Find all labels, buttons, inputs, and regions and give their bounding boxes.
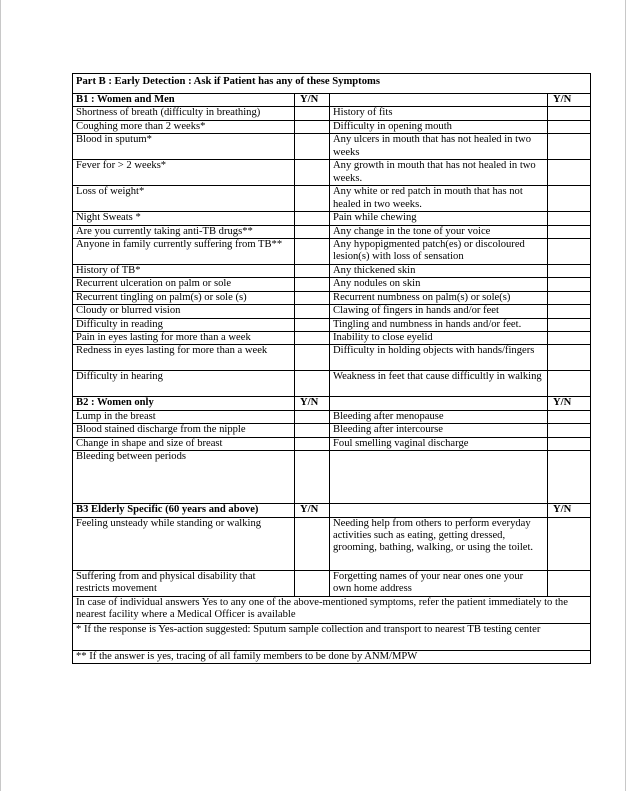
yn-answer-cell[interactable] [548,517,591,570]
yn-answer-cell[interactable] [295,278,330,291]
yn-answer-cell[interactable] [548,278,591,291]
symptom-label: Suffering from and physical disability that restricts movement [73,570,295,596]
yn-answer-cell[interactable] [295,437,330,450]
symptom-label: Recurrent tingling on palm(s) or sole (s) [73,291,295,304]
symptom-label: Pain while chewing [330,212,548,225]
symptom-label [330,451,548,504]
yn-answer-cell[interactable] [295,332,330,345]
symptom-label: Anyone in family currently suffering from TB** [73,239,295,265]
yn-answer-cell[interactable] [295,570,330,596]
yn-answer-cell[interactable] [295,517,330,570]
symptom-label: History of TB* [73,265,295,278]
yn-header: Y/N [548,504,591,517]
symptom-row [73,451,591,504]
symptom-label: Coughing more than 2 weeks* [73,120,295,133]
symptom-label: Any ulcers in mouth that has not healed in two weeks [330,134,548,160]
yn-answer-cell[interactable] [295,160,330,186]
symptom-label: Any change in the tone of your voice [330,225,548,238]
yn-answer-cell[interactable] [548,410,591,423]
symptom-row [73,517,591,570]
yn-answer-cell[interactable] [295,305,330,318]
section-heading-b1: B1 : Women and Men [73,94,295,107]
symptom-label: Pain in eyes lasting for more than a week [73,332,295,345]
symptom-label: Redness in eyes lasting for more than a week [73,345,295,371]
yn-answer-cell[interactable] [548,424,591,437]
page-edge-left [0,0,1,791]
symptom-label: Difficulty in holding objects with hands/fingers [330,345,548,371]
symptom-label: Recurrent ulceration on palm or sole [73,278,295,291]
section-header-b1 [73,94,591,107]
yn-answer-cell[interactable] [295,120,330,133]
yn-answer-cell[interactable] [295,225,330,238]
symptom-label: Blood in sputum* [73,134,295,160]
symptom-row [73,186,591,212]
symptom-label: Forgetting names of your near ones one your own home address [330,570,548,596]
symptom-label: Any nodules on skin [330,278,548,291]
yn-answer-cell[interactable] [548,437,591,450]
yn-answer-cell[interactable] [548,265,591,278]
symptom-row [73,305,591,318]
symptom-row [73,225,591,238]
symptom-label: History of fits [330,107,548,120]
section-heading-blank [330,397,548,410]
section-header-b3 [73,504,591,517]
footnote-text: * If the response is Yes-action suggested: Sputum sample collection and transport to nearest TB testing center [73,623,591,650]
symptom-label: Inability to close eyelid [330,332,548,345]
footnote-text: ** If the answer is yes, tracing of all family members to be done by ANM/MPW [73,650,591,663]
symptom-label: Clawing of fingers in hands and/or feet [330,305,548,318]
yn-answer-cell[interactable] [295,107,330,120]
symptom-row [73,345,591,371]
symptom-row [73,107,591,120]
symptom-row [73,437,591,450]
yn-answer-cell[interactable] [295,186,330,212]
yn-answer-cell[interactable] [295,345,330,371]
symptom-label: Change in shape and size of breast [73,437,295,450]
section-heading-blank [330,94,548,107]
section-heading-b2: B2 : Women only [73,397,295,410]
symptom-label: Night Sweats * [73,212,295,225]
symptom-label: Any hypopigmented patch(es) or discoloured lesion(s) with loss of sensation [330,239,548,265]
symptom-label: Tingling and numbness in hands and/or feet. [330,318,548,331]
symptom-row [73,278,591,291]
yn-answer-cell[interactable] [548,239,591,265]
yn-answer-cell[interactable] [548,212,591,225]
yn-answer-cell[interactable] [548,160,591,186]
yn-answer-cell[interactable] [295,265,330,278]
symptom-label: Needing help from others to perform everyday activities such as eating, getting dressed, grooming, bathing, walking, or using the toilet. [330,517,548,570]
symptom-label: Any growth in mouth that has not healed in two weeks. [330,160,548,186]
yn-answer-cell[interactable] [295,318,330,331]
yn-answer-cell[interactable] [295,371,330,397]
yn-answer-cell[interactable] [548,371,591,397]
yn-answer-cell[interactable] [548,107,591,120]
yn-answer-cell[interactable] [548,120,591,133]
yn-answer-cell[interactable] [295,451,330,504]
yn-header: Y/N [548,397,591,410]
symptom-row [73,570,591,596]
symptom-label: Difficulty in opening mouth [330,120,548,133]
symptom-row [73,212,591,225]
symptom-row [73,318,591,331]
yn-header: Y/N [548,94,591,107]
symptom-label: Blood stained discharge from the nipple [73,424,295,437]
symptom-label: Feeling unsteady while standing or walking [73,517,295,570]
symptom-label: Cloudy or blurred vision [73,305,295,318]
symptom-label: Fever for > 2 weeks* [73,160,295,186]
yn-answer-cell[interactable] [548,225,591,238]
symptom-label: Any white or red patch in mouth that has not healed in two weeks. [330,186,548,212]
symptom-row [73,160,591,186]
yn-answer-cell[interactable] [548,451,591,504]
yn-answer-cell[interactable] [548,570,591,596]
yn-answer-cell[interactable] [295,134,330,160]
symptom-row [73,265,591,278]
footnote-text: In case of individual answers Yes to any one of the above-mentioned symptoms, refer the patient immediately to the nearest facility where a Medical Officer is available [73,596,591,623]
yn-answer-cell[interactable] [295,410,330,423]
symptom-label: Lump in the breast [73,410,295,423]
yn-answer-cell[interactable] [295,291,330,304]
yn-answer-cell[interactable] [548,332,591,345]
symptom-label: Weakness in feet that cause difficultly in walking [330,371,548,397]
yn-answer-cell[interactable] [295,212,330,225]
symptom-row [73,424,591,437]
symptom-row [73,120,591,133]
symptom-label: Loss of weight* [73,186,295,212]
yn-header: Y/N [295,94,330,107]
symptom-row [73,332,591,345]
symptom-label: Are you currently taking anti-TB drugs** [73,225,295,238]
yn-answer-cell[interactable] [295,424,330,437]
yn-header: Y/N [295,397,330,410]
yn-header: Y/N [295,504,330,517]
symptom-label: Bleeding between periods [73,451,295,504]
yn-answer-cell[interactable] [548,305,591,318]
symptom-row [73,134,591,160]
yn-answer-cell[interactable] [548,345,591,371]
symptom-label: Difficulty in reading [73,318,295,331]
footnote-row [73,596,591,623]
symptom-label: Bleeding after intercourse [330,424,548,437]
symptom-row [73,239,591,265]
section-heading-blank [330,504,548,517]
symptom-label: Foul smelling vaginal discharge [330,437,548,450]
symptom-label: Bleeding after menopause [330,410,548,423]
symptom-label: Difficulty in hearing [73,371,295,397]
yn-answer-cell[interactable] [548,291,591,304]
symptom-row [73,291,591,304]
part-b-title: Part B : Early Detection : Ask if Patient has any of these Symptoms [73,74,591,94]
yn-answer-cell[interactable] [295,239,330,265]
symptom-label: Any thickened skin [330,265,548,278]
early-detection-table [72,73,591,664]
yn-answer-cell[interactable] [548,186,591,212]
section-heading-b3: B3 Elderly Specific (60 years and above) [73,504,295,517]
footnote-row [73,650,591,663]
symptom-row [73,371,591,397]
symptom-label: Shortness of breath (difficulty in breathing) [73,107,295,120]
yn-answer-cell[interactable] [548,134,591,160]
symptom-label: Recurrent numbness on palm(s) or sole(s) [330,291,548,304]
section-header-b2 [73,397,591,410]
symptom-row [73,410,591,423]
footnote-row [73,623,591,650]
yn-answer-cell[interactable] [548,318,591,331]
